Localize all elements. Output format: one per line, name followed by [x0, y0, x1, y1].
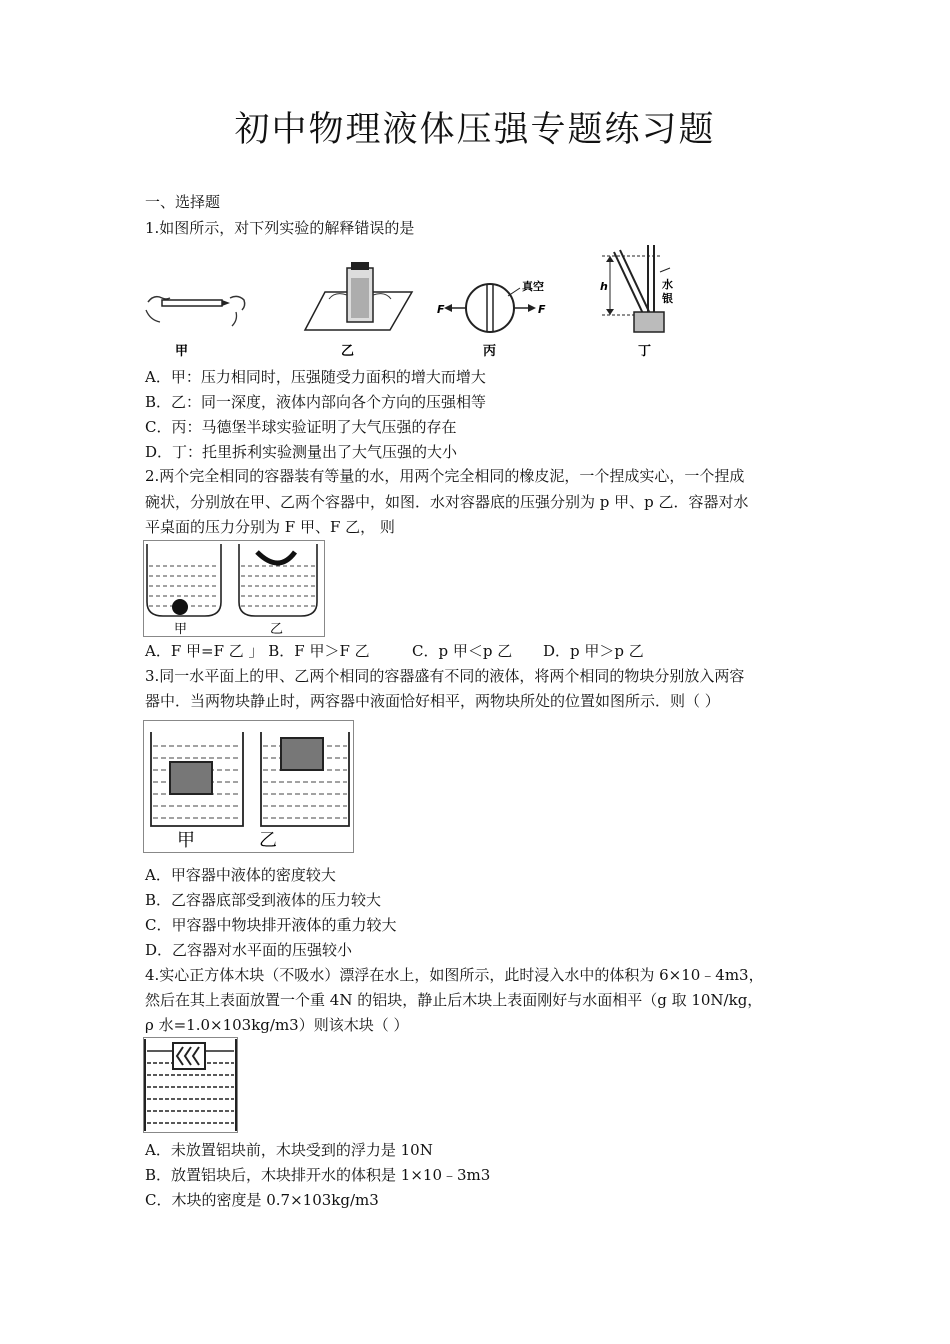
q3-fig-label-a: 甲 — [177, 830, 195, 851]
q4-figure — [143, 1037, 238, 1133]
q3-option-c: C．甲容器中物块排开液体的重力较大 — [145, 916, 397, 934]
q1-option-b: B．乙：同一深度，液体内部向各个方向的压强相等 — [145, 393, 487, 411]
q3-block-b — [281, 738, 323, 770]
q3-stem-line-2: 器中．当两物块静止时，两容器中液面恰好相平，两物块所处的位置如图所示．则（ ） — [145, 692, 720, 710]
q3-block-a — [170, 762, 212, 794]
q1-fig-mercury-label-2: 银 — [662, 292, 673, 305]
q1-option-d: D．丁：托里拆利实验测量出了大气压强的大小 — [145, 443, 458, 461]
q2-option-ab: A．F 甲=F 乙 」 B．F 甲＞F 乙 — [145, 642, 370, 660]
q4-option-a: A．未放置铝块前，木块受到的浮力是 10N — [145, 1141, 433, 1159]
q1-stem: 1.如图所示，对下列实验的解释错误的是 — [145, 219, 415, 237]
q4-option-c: C．木块的密度是 0.7×103kg/m3 — [145, 1191, 379, 1209]
q1-fig-label-a: 甲 — [175, 344, 189, 359]
q3-figure — [143, 720, 354, 853]
q2-stem-line-3: 平桌面的压力分别为 F 甲、F 乙， 则 — [145, 518, 395, 536]
q1-figure — [140, 240, 700, 365]
q1-fig-label-b: 乙 — [341, 344, 355, 359]
q2-option-c: C．p 甲＜p 乙 — [412, 642, 513, 660]
q2-fig-label-b: 乙 — [270, 622, 284, 637]
q2-clay-solid — [172, 599, 188, 615]
q2-option-d: D．p 甲＞p 乙 — [543, 642, 644, 660]
q1-fig-label-c: 丙 — [483, 344, 497, 359]
q3-stem-line-1: 3.同一水平面上的甲、乙两个相同的容器盛有不同的液体，将两个相同的物块分别放入两容 — [145, 667, 745, 685]
q1-option-c: C．丙：马德堡半球实验证明了大气压强的存在 — [145, 418, 457, 436]
q1-fig-torricelli — [602, 245, 670, 332]
q3-option-a: A．甲容器中液体的密度较大 — [145, 866, 336, 884]
q2-stem-line-1: 2.两个完全相同的容器装有等量的水，用两个完全相同的橡皮泥，一个捏成实心，一个捏成 — [145, 467, 745, 485]
q1-fig-pencil — [146, 296, 245, 326]
q3-option-d: D．乙容器对水平面的压强较小 — [145, 941, 353, 959]
q3-fig-label-b: 乙 — [259, 830, 277, 851]
page-title: 初中物理液体压强专题练习题 — [234, 110, 716, 150]
q4-option-b: B．放置铝块后，木块排开水的体积是 1×10﹣3m3 — [145, 1166, 491, 1184]
q1-fig-mercury-label-1: 水 — [662, 278, 673, 291]
q1-fig-force-right: F — [538, 303, 546, 316]
q4-stem-line-1: 4.实心正方体木块（不吸水）漂浮在水上，如图所示，此时浸入水中的体积为 6×10﹣4m3， — [145, 966, 764, 984]
q1-fig-label-d: 丁 — [638, 344, 652, 359]
q2-fig-label-a: 甲 — [174, 622, 188, 637]
q1-fig-force-left: F — [437, 303, 445, 316]
q1-fig-bottle — [305, 262, 412, 330]
q3-option-b: B．乙容器底部受到液体的压力较大 — [145, 891, 382, 909]
q4-stem-line-2: 然后在其上表面放置一个重 4N 的铝块，静止后木块上表面刚好与水面相平（g 取 10N/kg， — [145, 991, 763, 1009]
section-heading: 一、选择题 — [145, 193, 221, 211]
q4-stem-line-3: ρ 水=1.0×103kg/m3）则该木块（ ） — [145, 1016, 409, 1034]
q1-option-a: A．甲：压力相同时，压强随受力面积的增大而增大 — [145, 368, 486, 386]
q1-fig-vacuum-label: 真空 — [522, 280, 544, 293]
q2-stem-line-2: 碗状，分别放在甲、乙两个容器中，如图．水对容器底的压强分别为 p 甲、p 乙．容器对水 — [145, 493, 749, 511]
q1-fig-h-label: h — [600, 280, 608, 293]
q2-figure — [143, 540, 325, 637]
